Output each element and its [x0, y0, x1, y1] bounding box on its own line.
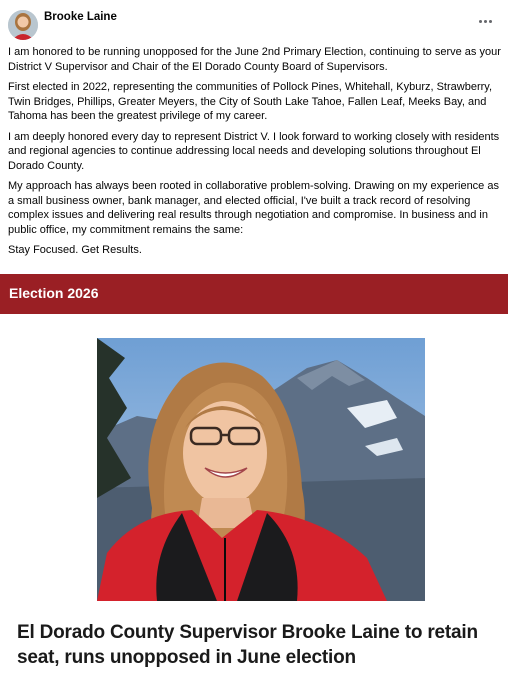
post-paragraph: My approach has always been rooted in collaborative problem-solving. Drawing on my experience as a small business owner, bank manager, and elected official, I've built a track record of resolving complex issues and delivering real results through negotiation and compromise. In business and in public office, my commitment remains the same:	[8, 180, 499, 236]
author-name[interactable]: Brooke Laine	[44, 11, 117, 23]
author-avatar[interactable]	[8, 10, 38, 40]
avatar-portrait	[8, 10, 38, 40]
post-paragraph: First elected in 2022, representing the communities of Pollock Pines, Whitehall, Kyburz, Strawberry, Twin Bridges, Phillips, Greater Meyers, the City of South Lake Tahoe, Fallen Leaf, Meeks Bay, and Tahoma has been the greatest privilege of my career.	[8, 81, 493, 122]
dot	[489, 20, 492, 23]
post-paragraph: I am honored to be running unopposed for the June 2nd Primary Election, continuing to serve as your District V Supervisor and Chair of the El Dorado County Board of Supervisors.	[8, 46, 501, 73]
banner-title: Election 2026	[9, 285, 99, 301]
more-options-icon[interactable]	[474, 14, 496, 28]
election-banner[interactable]	[0, 274, 508, 314]
dot	[479, 20, 482, 23]
candidate-photo[interactable]	[97, 338, 425, 601]
candidate-photo-image	[97, 338, 425, 601]
post-text	[8, 45, 504, 264]
post-header	[0, 0, 508, 44]
post-paragraph: Stay Focused. Get Results.	[8, 244, 142, 256]
post-paragraph: I am deeply honored every day to represent District V. I look forward to working closely with residents and regional agencies to continue addressing local needs and developing solutions throughout El Dorado County.	[8, 130, 500, 172]
article-headline[interactable]: El Dorado County Supervisor Brooke Laine to retain seat, runs unopposed in June election	[17, 622, 478, 668]
dot	[484, 20, 487, 23]
